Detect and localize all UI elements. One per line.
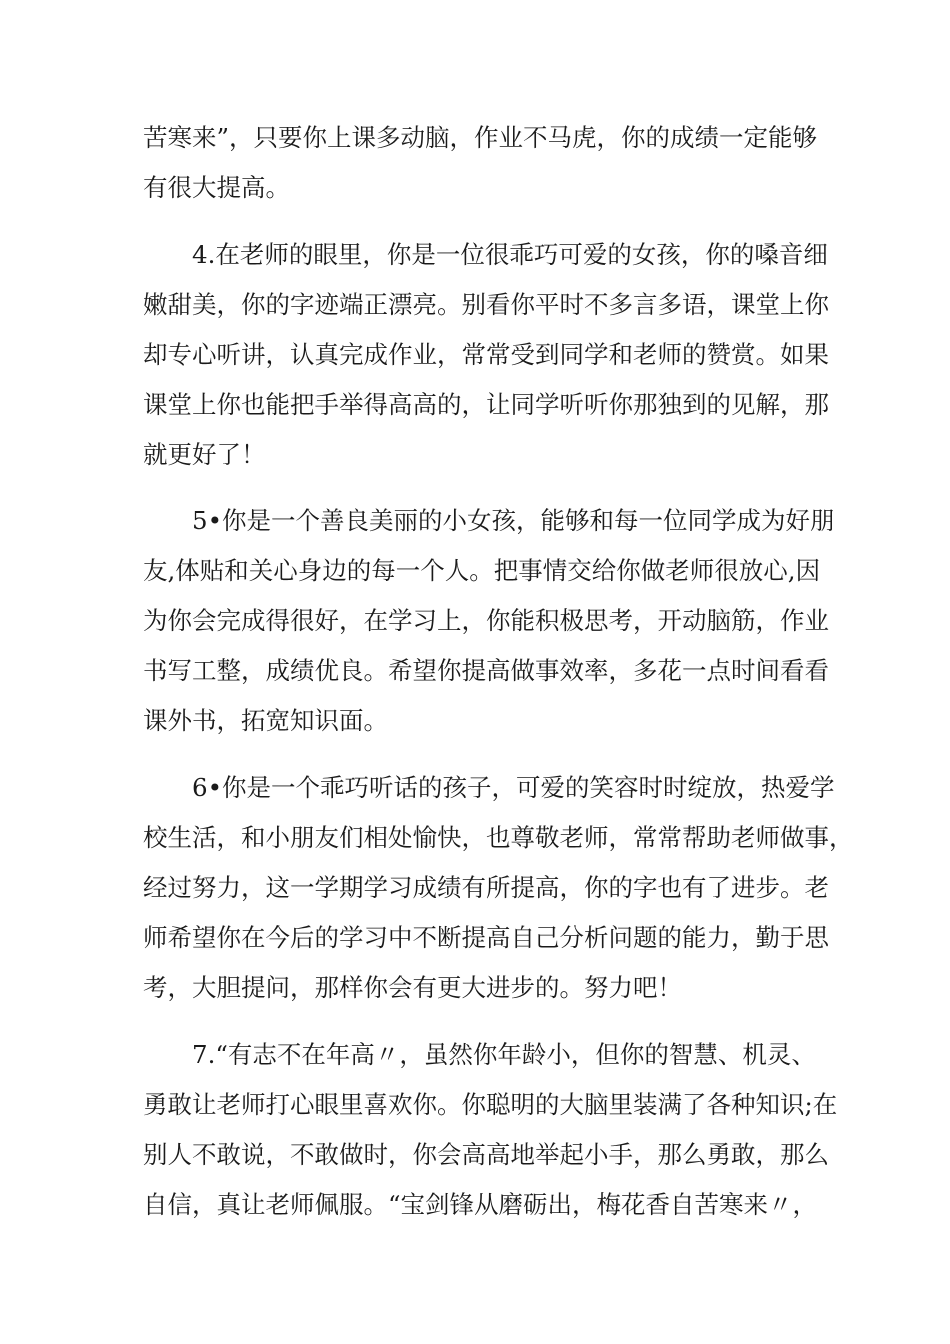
text-line: 苦寒来”，只要你上课多动脑，作业不马虎，你的成绩一定能够 xyxy=(143,123,818,152)
text-line: 校生活，和小朋友们相处愉快，也尊敬老师，常常帮助老师做事， xyxy=(143,823,854,852)
text-line: 师希望你在今后的学习中不断提高自己分析问题的能力，勤于思 xyxy=(143,923,829,952)
text-line: 经过努力，这一学期学习成绩有所提高，你的字也有了进步。老 xyxy=(143,873,829,902)
text-line: 别人不敢说，不敢做时，你会高高地举起小手，那么勇敢，那么 xyxy=(143,1140,829,1169)
text-line: 就更好了！ xyxy=(143,440,266,469)
text-line: 4.在老师的眼里，你是一位很乖巧可爱的女孩，你的嗓音细 xyxy=(192,240,828,269)
text-line: 5•你是一个善良美丽的小女孩，能够和每一位同学成为好朋 xyxy=(192,506,835,535)
text-line: 有很大提高。 xyxy=(143,173,290,202)
text-line: 书写工整，成绩优良。希望你提高做事效率，多花一点时间看看 xyxy=(143,656,829,685)
text-line: 为你会完成得很好，在学习上，你能积极思考，开动脑筋，作业 xyxy=(143,606,829,635)
text-line: 6•你是一个乖巧听话的孩子，可爱的笑容时时绽放，热爱学 xyxy=(192,773,835,802)
text-line: 7.“有志不在年高〃，虽然你年龄小，但你的智慧、机灵、 xyxy=(192,1040,816,1069)
text-line: 课外书，拓宽知识面。 xyxy=(143,706,388,735)
text-line: 嫩甜美，你的字迹端正漂亮。别看你平时不多言多语，课堂上你 xyxy=(143,290,829,319)
text-line: 却专心听讲，认真完成作业，常常受到同学和老师的赞赏。如果 xyxy=(143,340,829,369)
text-line: 友,体贴和关心身边的每一个人。把事情交给你做老师很放心,因 xyxy=(143,556,821,585)
text-line: 课堂上你也能把手举得高高的，让同学听听你那独到的见解，那 xyxy=(143,390,829,419)
text-line: 勇敢让老师打心眼里喜欢你。你聪明的大脑里装满了各种知识;在 xyxy=(143,1090,838,1119)
text-line: 考，大胆提问，那样你会有更大进步的。努力吧！ xyxy=(143,973,682,1002)
text-line: 自信，真让老师佩服。“宝剑锋从磨砺出，梅花香自苦寒来〃， xyxy=(143,1190,818,1219)
